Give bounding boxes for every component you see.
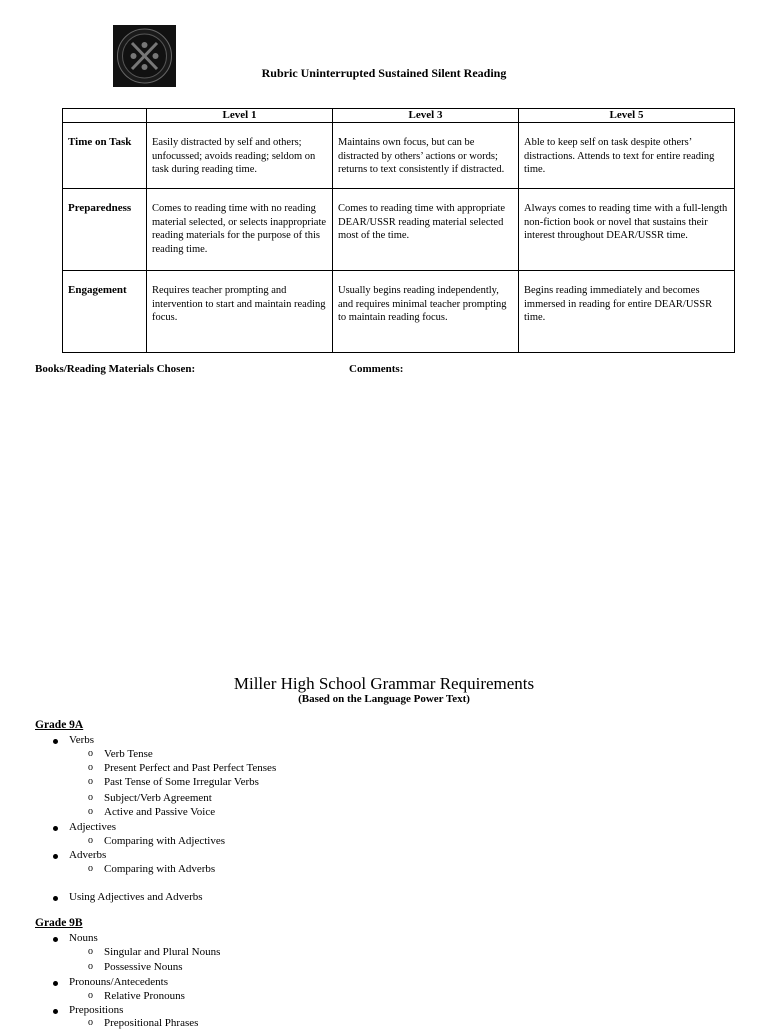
bullet-icon	[53, 826, 58, 831]
bullet-icon	[53, 937, 58, 942]
bullet-icon	[53, 739, 58, 744]
sub-list-item: Active and Passive Voice	[104, 806, 216, 818]
circle-bullet-icon: o	[88, 1017, 93, 1028]
rubric-cell: Requires teacher prompting and intervention to start and maintain reading focus.	[147, 271, 333, 353]
bullet-icon	[53, 854, 58, 859]
circle-bullet-icon: o	[88, 863, 93, 874]
rubric-header-level-3: Level 3	[333, 109, 519, 123]
sub-list-item: Comparing with Adverbs	[104, 863, 216, 875]
circle-bullet-icon: o	[88, 748, 93, 759]
rubric-row-label: Preparedness	[63, 189, 147, 271]
rubric-header-row	[63, 109, 735, 123]
bullet-icon	[53, 981, 58, 986]
sub-list-item: Comparing with Adjectives	[104, 835, 225, 847]
list-item-using-adjectives-adverbs: Using Adjectives and Adverbs	[69, 891, 203, 903]
circle-bullet-icon: o	[88, 806, 93, 817]
rubric-row-time-on-task	[63, 123, 735, 189]
sub-list-item: Singular and Plural Nouns	[104, 946, 221, 958]
circle-bullet-icon: o	[88, 961, 93, 972]
rubric-cell: Easily distracted by self and others; unfocussed; avoids reading; seldom on task during reading time.	[147, 123, 333, 189]
grammar-title: Miller High School Grammar Requirements	[233, 674, 535, 693]
sub-list-item: Past Tense of Some Irregular Verbs	[104, 776, 259, 788]
rubric-cell: Comes to reading time with no reading material selected, or selects inappropriate reading materials for the purpose of this reading time.	[147, 189, 333, 271]
rubric-header-level-1: Level 1	[147, 109, 333, 123]
circle-bullet-icon: o	[88, 990, 93, 1001]
circle-bullet-icon: o	[88, 835, 93, 846]
rubric-cell: Always comes to reading time with a full-length non-fiction book or novel that sustains their interest throughout DEAR/USSR time.	[519, 189, 735, 271]
grade-9a-heading: Grade 9A	[35, 719, 84, 731]
sub-list-item: Verb Tense	[104, 748, 153, 760]
rubric-row-engagement	[63, 271, 735, 353]
rubric-cell: Comes to reading time with appropriate DEAR/USSR reading material selected most of the time.	[333, 189, 519, 271]
list-item-pronouns: Pronouns/Antecedents	[69, 976, 168, 988]
rubric-cell: Usually begins reading independently, and requires minimal teacher prompting to maintain reading focus.	[333, 271, 519, 353]
sub-list-item: Subject/Verb Agreement	[104, 792, 212, 804]
sub-list-item: Present Perfect and Past Perfect Tenses	[104, 762, 277, 774]
rubric-header-level-5: Level 5	[519, 109, 735, 123]
list-item-prepositions: Prepositions	[69, 1004, 124, 1016]
rubric-title: Rubric Uninterrupted Sustained Silent Reading	[261, 66, 507, 80]
books-chosen-label: Books/Reading Materials Chosen:	[35, 363, 196, 375]
sub-list-item: Possessive Nouns	[104, 961, 183, 973]
rubric-cell: Able to keep self on task despite others’ distractions. Attends to text for entire reading time.	[519, 123, 735, 189]
sub-list-item: Relative Pronouns	[104, 990, 185, 1002]
list-item-nouns: Nouns	[69, 932, 98, 944]
bullet-icon	[53, 896, 58, 901]
rubric-row-preparedness	[63, 189, 735, 271]
list-item-verbs: Verbs	[69, 734, 95, 746]
sub-list-item: Prepositional Phrases	[104, 1017, 199, 1029]
circle-bullet-icon: o	[88, 946, 93, 957]
rubric-row-label: Engagement	[63, 271, 147, 353]
list-item-adverbs: Adverbs	[69, 849, 107, 861]
list-item-adjectives: Adjectives	[69, 821, 117, 833]
comments-label: Comments:	[349, 363, 404, 375]
circle-bullet-icon: o	[88, 762, 93, 773]
rubric-cell: Begins reading immediately and becomes immersed in reading for entire DEAR/USSR time.	[519, 271, 735, 353]
rubric-header-blank	[63, 109, 147, 123]
rubric-cell: Maintains own focus, but can be distracted by others’ actions or words; returns to text consistently if distracted.	[333, 123, 519, 189]
circle-bullet-icon: o	[88, 792, 93, 803]
bullet-icon	[53, 1009, 58, 1014]
grammar-subtitle: (Based on the Language Power Text)	[298, 693, 470, 705]
circle-bullet-icon: o	[88, 776, 93, 787]
rubric-table	[62, 108, 735, 353]
rubric-row-label: Time on Task	[63, 123, 147, 189]
grade-9b-heading: Grade 9B	[35, 917, 83, 929]
